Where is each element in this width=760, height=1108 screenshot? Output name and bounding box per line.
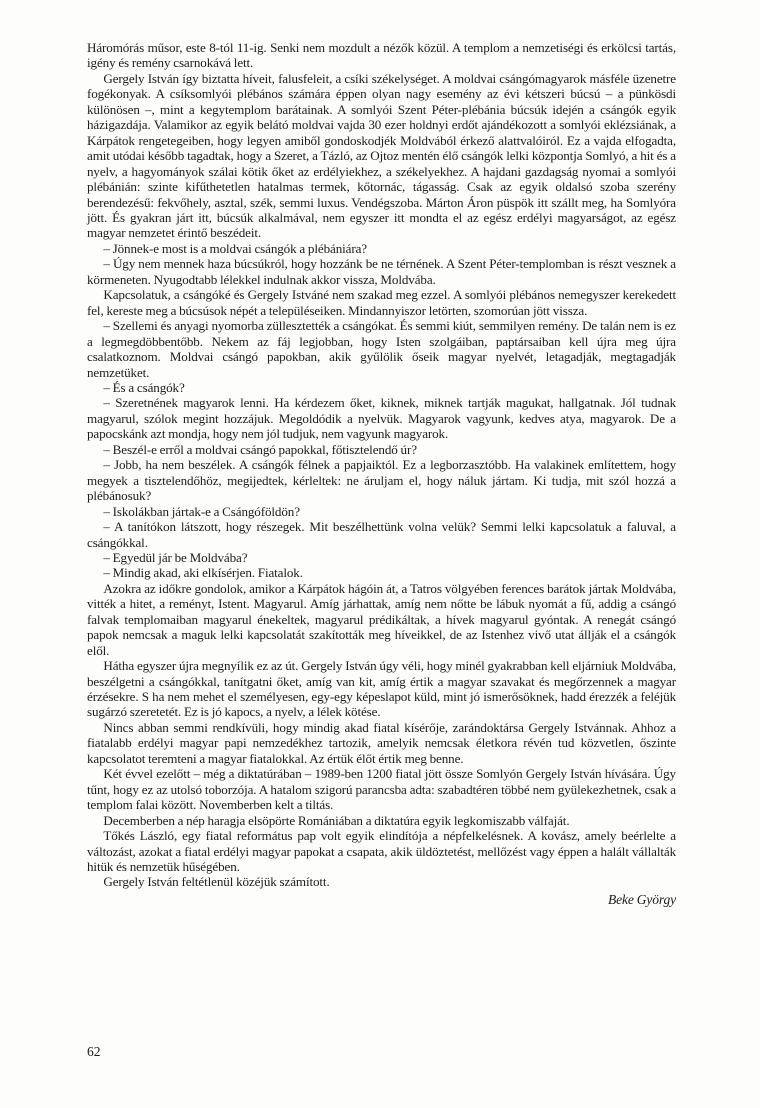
paragraph: – Iskolákban jártak-e a Csángóföldön? [103,503,300,519]
paragraph: – Jönnek-e most is a moldvai csángók a plébániára? [103,240,367,256]
paragraph: – A tanítókon látszott, hogy részegek. Mit beszélhettünk volna velük? Semmi lelki kapcsolatuk a faluval, a csángókkal. [87,519,676,550]
paragraph: Nincs abban semmi rendkívüli, hogy mindig akad fiatal kísérője, zarándoktársa Gergely Istvánnak. Ahhoz a fiatalabb erdélyi magyar papi nemzedékhez tartozik, amelyik nemcsak életkora révén tud közvetlen, őszinte kapcsolatot teremteni a magyar fiatalokkal. Az értük élőt értik meg benne. [87,719,676,766]
paragraph: – Jobb, ha nem beszélek. A csángók félnek a papjaiktól. Ez a legborzasztóbb. Ha valakinek említettem, hogy megyek a tisztelendőhöz, megijedtek, kérleltek: ne áruljam el, hogy náluk jártam. Ki tudja, mit szól hozzá a plébánosuk? [87,457,676,504]
page-number: 62 [87,1044,101,1059]
paragraph: – Beszél-e erről a moldvai csángó papokkal, főtisztelendő úr? [103,441,417,457]
paragraph: Gergely István így biztatta híveit, falusfeleit, a csíki székelységet. A moldvai csángómagyarok másféle üzenetre fogékonyak. A csíksomlyói plébános számára éppen olyan nagy esemény az évi kétszeri búcsú – a pünkösdi különösen –, mint a kegytemplom barátainak. A somlyói Szent Péter-plébánia búcsúk idején a csángók egyik házigazdája. Valamikor az egyik belátó moldvai vajda 30 ezer holdnyi erdőt ajándékozott a somlyói eklézsiának, a Kárpátok rengetegeiben, hogy legyen amiből gondoskodjék Moldvából érkező alattvalóiról. Ez a vajda elfogadta, amit utódai később tagadtak, hogy a Szeret, a Tázló, az Ojtoz mentén élő csángók lelki központja Somlyó, a hit és a nyelv, a hagyományok szálai kötik őket az erdélyiekhez, a székelyekhez. A hajdani gazdagság nyomai a somlyói plébánián: szinte kifűthetetlen hatalmas termek, kőtornác, tágasság. Csak az egyik oldalsó szoba szerény berendezésű: fekvőhely, asztal, szék, semmi luxus. Vendégszoba. Márton Áron püspök itt szállt meg, ha Somlyóra jött. És gyakran járt itt, búcsúk alkalmával, nem egyszer itt mondta el az egész erdélyi magyarságot, az egész magyar nemzetet érintő beszédeit. [87,70,676,241]
paragraph: – Mindig akad, aki elkísérjen. Fiatalok. [103,565,303,581]
paragraph: – Szeretnének magyarok lenni. Ha kérdezem őket, kiknek, miknek tartják magukat, hallgatnak. Jól tudnak magyarul, szólok megint hozzájuk. Megoldódik a nyelvük. Magyarok vagyunk, kedves atya, magyarok. De a papocskánk azt mondja, hogy nem jól tudjuk, nem vagyunk magyarok. [87,395,676,442]
paragraph: Tőkés László, egy fiatal református pap volt egyik elindítója a népfelkelésnek. A kovász, amely beérlelte a változást, azokat a fiatal erdélyi magyar papokat a csapata, akik üldöztetést, mellőzést vagy éppen a halált vállalták hitük és nemzetük hűségében. [87,828,676,875]
paragraph: Gergely István feltétlenül közéjük számított. [103,874,330,890]
paragraph: – Úgy nem mennek haza búcsúkról, hogy hozzánk be ne térnének. A Szent Péter-templomban is részt vesznek a körmeneten. Nyugodtabb lélekkel indulnak akkor vissza, Moldvába. [87,256,676,287]
author-signature: Beke György [608,891,676,907]
paragraph: Két évvel ezelőtt – még a diktatúrában – 1989-ben 1200 fiatal jött össze Somlyón Gergely István hívására. Úgy tűnt, hogy ez az utolsó toborzója. A hatalom szigorú parancsba adta: szabadtéren többé nem gyülekezhetnek, csak a templom falai között. Novemberben kelt a tiltás. [87,766,676,813]
paragraph: – És a csángók? [103,379,185,395]
paragraph: Hátha egyszer újra megnyílik ez az út. Gergely István úgy véli, hogy minél gyakrabban kell eljárniuk Moldvába, beszélgetni a csángókkal, tanítgatni őket, amíg van kit, amíg értik a magyar szavakat és megőrzennek a magyar érzésekre. S ha nem mehet el személyesen, egy-egy képeslapot küld, mint jó ismerősöknek, hadd érezzék a feléjük sugárzó szeretetét. Ez is jó kapocs, a nyelv, a lélek kötése. [87,658,676,720]
paragraph: – Egyedül jár be Moldvába? [103,549,248,565]
paragraph: Decemberben a nép haragja elsöpörte Romániában a diktatúra egyik legkomiszabb válfaját. [103,812,570,828]
paragraph: – Szellemi és anyagi nyomorba züllesztették a csángókat. És semmi kiút, semmilyen remény. De talán nem is ez a legmegdöbbentőbb. Nekem az fáj legjobban, hogy Isten szolgáiban, paptársaiban kell újra meg újra csalatkoznom. Moldvai csángó papokban, akik gyűlölik őseik magyar nyelvét, letagadják, megtagadják nemzetüket. [87,318,676,380]
paragraph: Kapcsolatuk, a csángóké és Gergely Istváné nem szakad meg ezzel. A somlyói plébános nemegyszer kerekedett fel, kereste meg a búcsúsok népét a településeiken. Mindannyiszor letörten, szomorúan jött vissza. [87,287,676,318]
paragraph: Háromórás műsor, este 8-tól 11-ig. Senki nem mozdult a nézők közül. A templom a nemzetiségi és erkölcsi tartás, igény és remény csarnokává lett. [87,40,676,71]
paragraph: Azokra az időkre gondolok, amikor a Kárpátok hágóin át, a Tatros völgyében ferences barátok jártak Moldvába, vitték a hitet, a reményt, Istent. Magyarul. Amíg járhattak, amíg nem nőtte be lábuk nyomát a fű, addig a csángó falvak templomaiban magyarul énekeltek, magyarul prédikáltak, a hívek magyarul gyóntak. A renegát csángó papok nemcsak a maguk lelki kapcsolatát szakították meg híveikkel, de az Istenhez vivő utat állják el a csángók elől. [87,580,676,658]
article-body [87,40,676,907]
